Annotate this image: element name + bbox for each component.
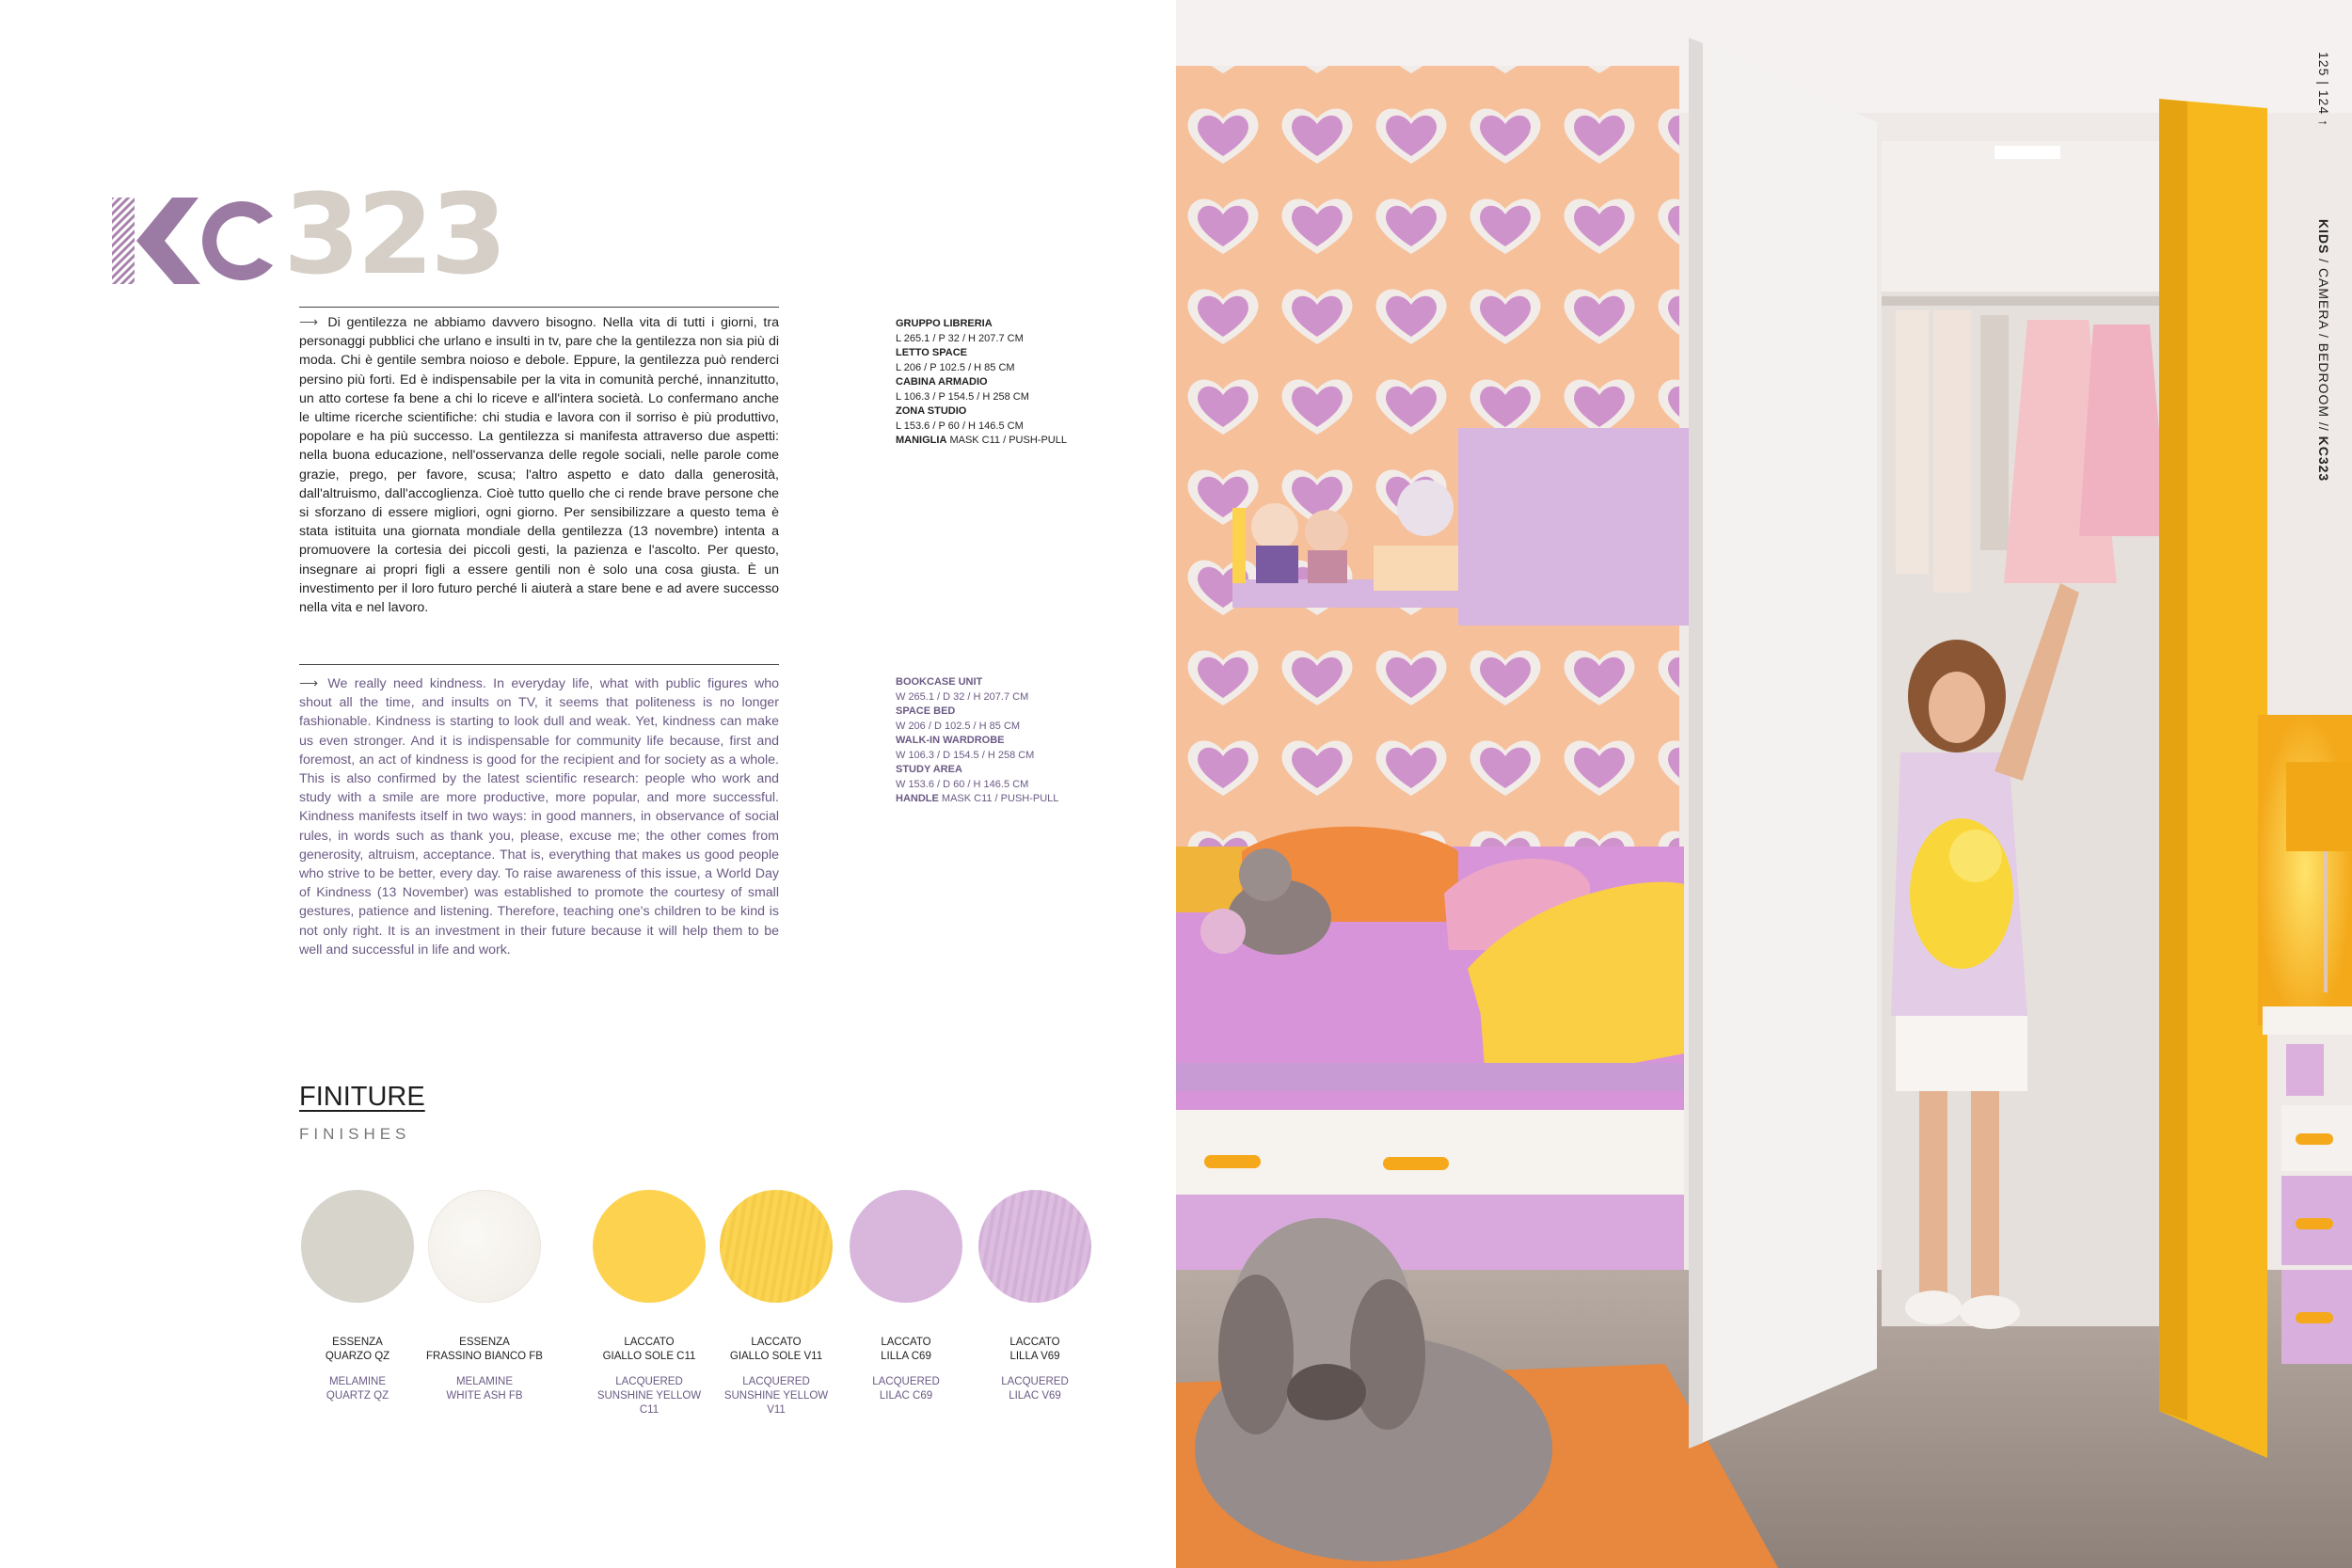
swatch-color xyxy=(428,1190,541,1303)
swatch-label-it: ESSENZA FRASSINO BIANCO FB xyxy=(426,1337,543,1362)
swatch-sunshine-yellow-v11 xyxy=(715,1190,837,1418)
spec-value: W 265.1 / D 32 / H 207.7 CM xyxy=(896,690,1029,703)
swatch-color xyxy=(850,1190,962,1303)
swatch-label-en: LACQUERED SUNSHINE YELLOW V11 xyxy=(723,1376,829,1416)
swatch-label-it: LACCATO LILLA C69 xyxy=(881,1337,931,1362)
spec-value: MASK C11 / PUSH-PULL xyxy=(949,435,1067,446)
body-text-en-content: We really need kindness. In everyday life, what with public figures who shout all the time, and insults on TV, it seems that politeness is no longer fashionable. Kindness is starting to look dull and weak. Yet, kindness can make us even stronger. And it is indispensable for community life because, first and foremost, an act of kindness is good for the recipient and for society as a whole. This is also confirmed by the latest scientific research: people who work and study with a smile are more productive, more popular, and more successful. Kindness manifests itself in two ways: in good manners, in observance of social rules, in words such as thank you, please, excuse me; the other comes from generosity, altruism, acceptance. That is, everything that makes us good people who strive to be better, every day. To raise awareness of this issue, a World Day of Kindness (13 November) was established to promote the courtesy of small gestures, patience and listening. Therefore, teaching one's children to be kind is not only right. It is an investment in their future because it will help them to be well and successful in life and work. xyxy=(299,676,779,958)
swatch-color xyxy=(593,1190,706,1303)
spec-value: L 265.1 / P 32 / H 207.7 CM xyxy=(896,332,1024,344)
spec-label: CABINA ARMADIO xyxy=(896,376,988,388)
swatch-color xyxy=(978,1190,1091,1303)
swatch-label-it: ESSENZA QUARZO QZ xyxy=(325,1337,390,1362)
swatch-label-en: LACQUERED LILAC C69 xyxy=(872,1376,940,1402)
swatch-label-en: LACQUERED SUNSHINE YELLOW C11 xyxy=(596,1376,702,1416)
product-code: KC323 xyxy=(2316,436,2331,483)
spec-value: W 206 / D 102.5 / H 85 CM xyxy=(896,720,1021,732)
finishes-subtitle: FINISHES xyxy=(299,1125,411,1143)
spec-label: ZONA STUDIO xyxy=(896,405,967,417)
page-breadcrumb xyxy=(2316,52,2331,482)
swatch-lilac-c69 xyxy=(845,1190,967,1403)
spec-label: SPACE BED xyxy=(896,705,956,717)
page-numbers: 125 | 124 xyxy=(2316,52,2331,116)
spec-label: STUDY AREA xyxy=(896,764,962,775)
bedroom-photo xyxy=(1176,0,2352,1568)
bedroom-illustration xyxy=(1176,0,2352,1568)
swatch-color xyxy=(301,1190,414,1303)
spec-value: W 153.6 / D 60 / H 146.5 CM xyxy=(896,778,1029,790)
spec-value: L 106.3 / P 154.5 / H 258 CM xyxy=(896,390,1029,403)
spec-value: L 153.6 / P 60 / H 146.5 CM xyxy=(896,420,1024,432)
divider-it xyxy=(299,307,779,308)
spec-value: W 106.3 / D 154.5 / H 258 CM xyxy=(896,749,1035,761)
kc-monogram xyxy=(108,192,278,290)
breadcrumb-path: / CAMERA / BEDROOM // xyxy=(2316,254,2331,436)
swatch-quartz xyxy=(296,1190,419,1403)
spec-label: MANIGLIA xyxy=(896,435,947,446)
section-label: KIDS xyxy=(2316,218,2331,255)
swatch-sunshine-yellow-c11 xyxy=(588,1190,710,1418)
body-text-en xyxy=(299,674,779,959)
swatch-label-en: LACQUERED LILAC V69 xyxy=(1001,1376,1069,1402)
spec-value: L 206 / P 102.5 / H 85 CM xyxy=(896,361,1015,373)
swatch-color xyxy=(720,1190,833,1303)
swatch-lilac-v69 xyxy=(974,1190,1096,1403)
spec-label: BOOKCASE UNIT xyxy=(896,676,983,688)
logo-number: 323 xyxy=(283,169,504,299)
arrow-up-icon: ↑ xyxy=(2316,119,2331,128)
kc323-logo xyxy=(108,169,504,299)
swatch-label-it: LACCATO GIALLO SOLE V11 xyxy=(729,1337,823,1362)
spec-label: WALK-IN WARDROBE xyxy=(896,735,1005,746)
swatch-label-it: LACCATO GIALLO SOLE C11 xyxy=(602,1337,696,1362)
finish-swatches xyxy=(296,1190,1105,1416)
spec-value: MASK C11 / PUSH-PULL xyxy=(941,793,1059,804)
swatch-label-en: MELAMINE WHITE ASH FB xyxy=(446,1376,523,1402)
divider-en xyxy=(299,664,779,665)
specs-en xyxy=(896,675,1121,807)
arrow-right-icon: ⟶ xyxy=(299,676,319,691)
body-text-it xyxy=(299,313,779,617)
swatch-label-it: LACCATO LILLA V69 xyxy=(1009,1337,1060,1362)
specs-it xyxy=(896,317,1121,449)
arrow-right-icon: ⟶ xyxy=(299,315,319,330)
finishes-title: FINITURE xyxy=(299,1082,425,1112)
spec-label: GRUPPO LIBRERIA xyxy=(896,318,993,329)
swatch-white-ash xyxy=(423,1190,546,1403)
spec-label: LETTO SPACE xyxy=(896,347,967,358)
swatch-label-en: MELAMINE QUARTZ QZ xyxy=(326,1376,389,1402)
spec-label: HANDLE xyxy=(896,793,939,804)
body-text-it-content: Di gentilezza ne abbiamo davvero bisogno. Nella vita di tutti i giorni, tra personaggi pubblici che urlano e insulti in tv, pare che la gentilezza non sia più di moda. Chi è gentile sembra noioso e debole. Eppure, la gentilezza può renderci persino più forti. Ed è indispensabile per la vita in comunità perché, innanzitutto, un atto cortese fa bene a chi lo riceve e all'intera società. Lo confermano anche le ultime ricerche scientifiche: chi studia e lavora con il sorriso è più produttivo, popolare e ha più successo. La gentilezza si manifesta attraverso due aspetti: nella buona educazione, nell'osservanza delle regole sociali, nelle parole come grazie, prego, per favore, scusa; l'altro aspetto e dato dalla generosità, dall'altruismo, dall'accoglienza. Cioè tutto quello che ci rende brave persone che si sforzano di essere migliori, ogni giorno. Per sensibilizzare a questo tema è stata istituita una giornata mondiale della gentilezza (13 novembre) intenta a promuovere la cortesia dei piccoli gesti, la pazienza e l'ascolto. Per questo, insegnare ai propri figli a essere gentili non è solo una cosa giusta. È un investimento per il loro futuro perché li aiuterà a stare bene e ad avere successo nella vita e nel lavoro. xyxy=(299,315,779,616)
